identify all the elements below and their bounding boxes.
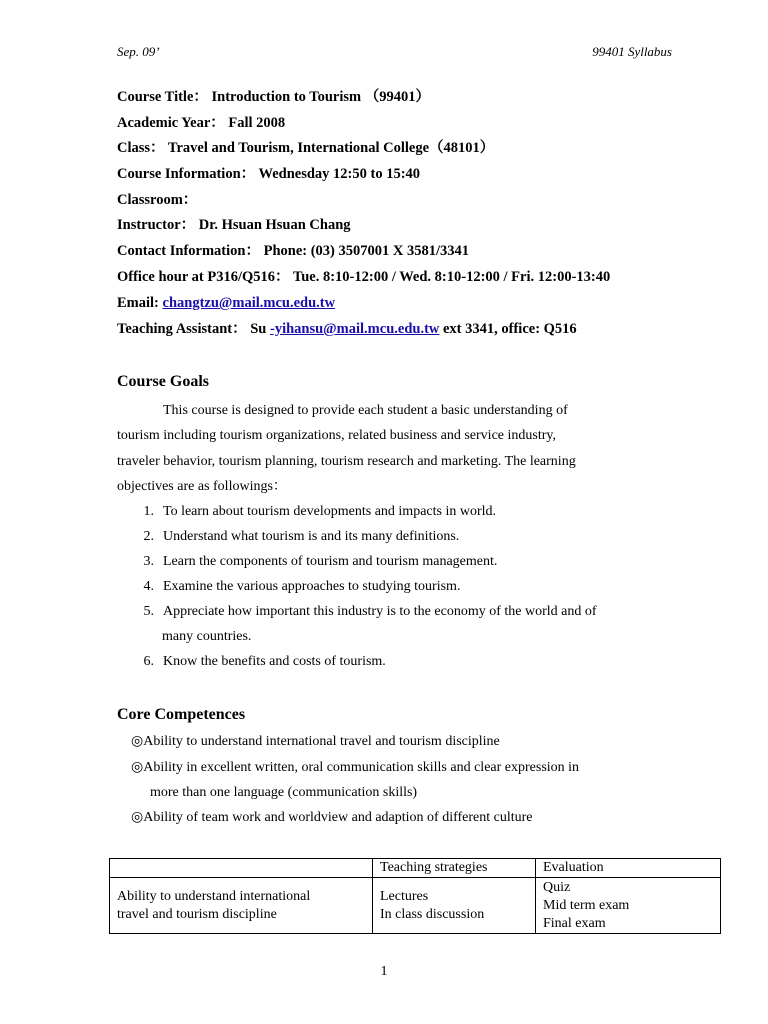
- objective-number: 4.: [143, 579, 154, 594]
- table-row: [110, 878, 721, 934]
- objective-text: Understand what tourism is and its many definitions.: [163, 529, 460, 544]
- ta-email-link[interactable]: -yihansu@mail.mcu.edu.tw: [269, 321, 440, 337]
- table-header-cell: [110, 859, 373, 878]
- cell-line: Final exam: [543, 915, 606, 931]
- objective-continuation: many countries.: [162, 629, 252, 644]
- ta-label: Teaching Assistant： Su: [117, 321, 270, 337]
- course-goals-heading: Course Goals: [117, 373, 209, 390]
- academic-year: Academic Year： Fall 2008: [117, 115, 286, 131]
- objective-number: 1.: [143, 504, 154, 519]
- competence-item: ◎Ability in excellent written, oral communication skills and clear expression in: [131, 760, 580, 775]
- competence-cell: [110, 878, 373, 934]
- office-hour: Office hour at P316/Q516： Tue. 8:10-12:00 / Wed. 8:10-12:00 / Fri. 12:00-13:40: [117, 269, 611, 285]
- course-schedule: Course Information： Wednesday 12:50 to 15:40: [117, 166, 421, 182]
- competence-table: [109, 858, 721, 934]
- table-header-cell: Teaching strategies: [373, 859, 536, 878]
- cell-line: Quiz: [543, 879, 571, 895]
- objective-item: [0, 503, 768, 521]
- cell-line: Lectures: [380, 888, 429, 904]
- instructor: Instructor： Dr. Hsuan Hsuan Chang: [117, 217, 351, 233]
- competence-item: ◎Ability of team work and worldview and adaption of different culture: [131, 810, 533, 825]
- objective-number: 3.: [143, 554, 154, 569]
- header-date: Sep. 09’: [117, 44, 160, 59]
- table-header-cell: Evaluation: [536, 859, 721, 878]
- objective-number: 6.: [143, 654, 154, 669]
- header-doc-title: 99401 Syllabus: [592, 44, 672, 59]
- objective-text: Appreciate how important this industry is to the economy of the world and of: [163, 604, 597, 619]
- objective-text: To learn about tourism developments and impacts in world.: [163, 504, 497, 519]
- goals-paragraph-line-1: This course is designed to provide each student a basic understanding of: [163, 403, 568, 418]
- objective-item: [0, 653, 768, 671]
- class-info: Class： Travel and Tourism, International College（48101）: [117, 140, 495, 156]
- email-label: Email:: [117, 295, 163, 311]
- classroom: Classroom：: [117, 192, 198, 208]
- objective-item: [0, 528, 768, 546]
- objective-text: Examine the various approaches to studying tourism.: [163, 579, 461, 594]
- competence-item: ◎Ability to understand international travel and tourism discipline: [131, 734, 500, 749]
- goals-paragraph-line-3: traveler behavior, tourism planning, tourism research and marketing. The learning: [117, 454, 576, 469]
- objective-number: 5.: [143, 604, 154, 619]
- cell-line: travel and tourism discipline: [117, 906, 277, 922]
- table-header-row: [110, 859, 721, 878]
- strategies-cell: [373, 878, 536, 934]
- page-number: 1: [380, 964, 388, 979]
- cell-line: Mid term exam: [543, 897, 630, 913]
- course-title: Course Title： Introduction to Tourism （99401）: [117, 89, 430, 105]
- cell-line: In class discussion: [380, 906, 485, 922]
- ta-details: ext 3341, office: Q516: [439, 321, 577, 337]
- cell-line: Ability to understand international: [117, 888, 311, 904]
- goals-paragraph-line-2: tourism including tourism organizations, related business and service industry,: [117, 428, 556, 443]
- goals-paragraph-line-4: objectives are as followings：: [117, 479, 287, 494]
- evaluation-cell: [536, 878, 721, 934]
- competence-continuation: more than one language (communication skills): [150, 785, 418, 800]
- objective-item: [0, 578, 768, 596]
- email-link[interactable]: changtzu@mail.mcu.edu.tw: [162, 295, 336, 311]
- objective-item: [0, 553, 768, 571]
- objective-item: [0, 603, 768, 621]
- email-line: [117, 294, 335, 312]
- teaching-assistant-line: [117, 320, 577, 338]
- objective-text: Know the benefits and costs of tourism.: [163, 654, 386, 669]
- core-competences-heading: Core Competences: [117, 706, 246, 723]
- objective-text: Learn the components of tourism and tourism management.: [163, 554, 498, 569]
- contact-information: Contact Information： Phone: (03) 3507001 X 3581/3341: [117, 243, 470, 259]
- objective-number: 2.: [143, 529, 154, 544]
